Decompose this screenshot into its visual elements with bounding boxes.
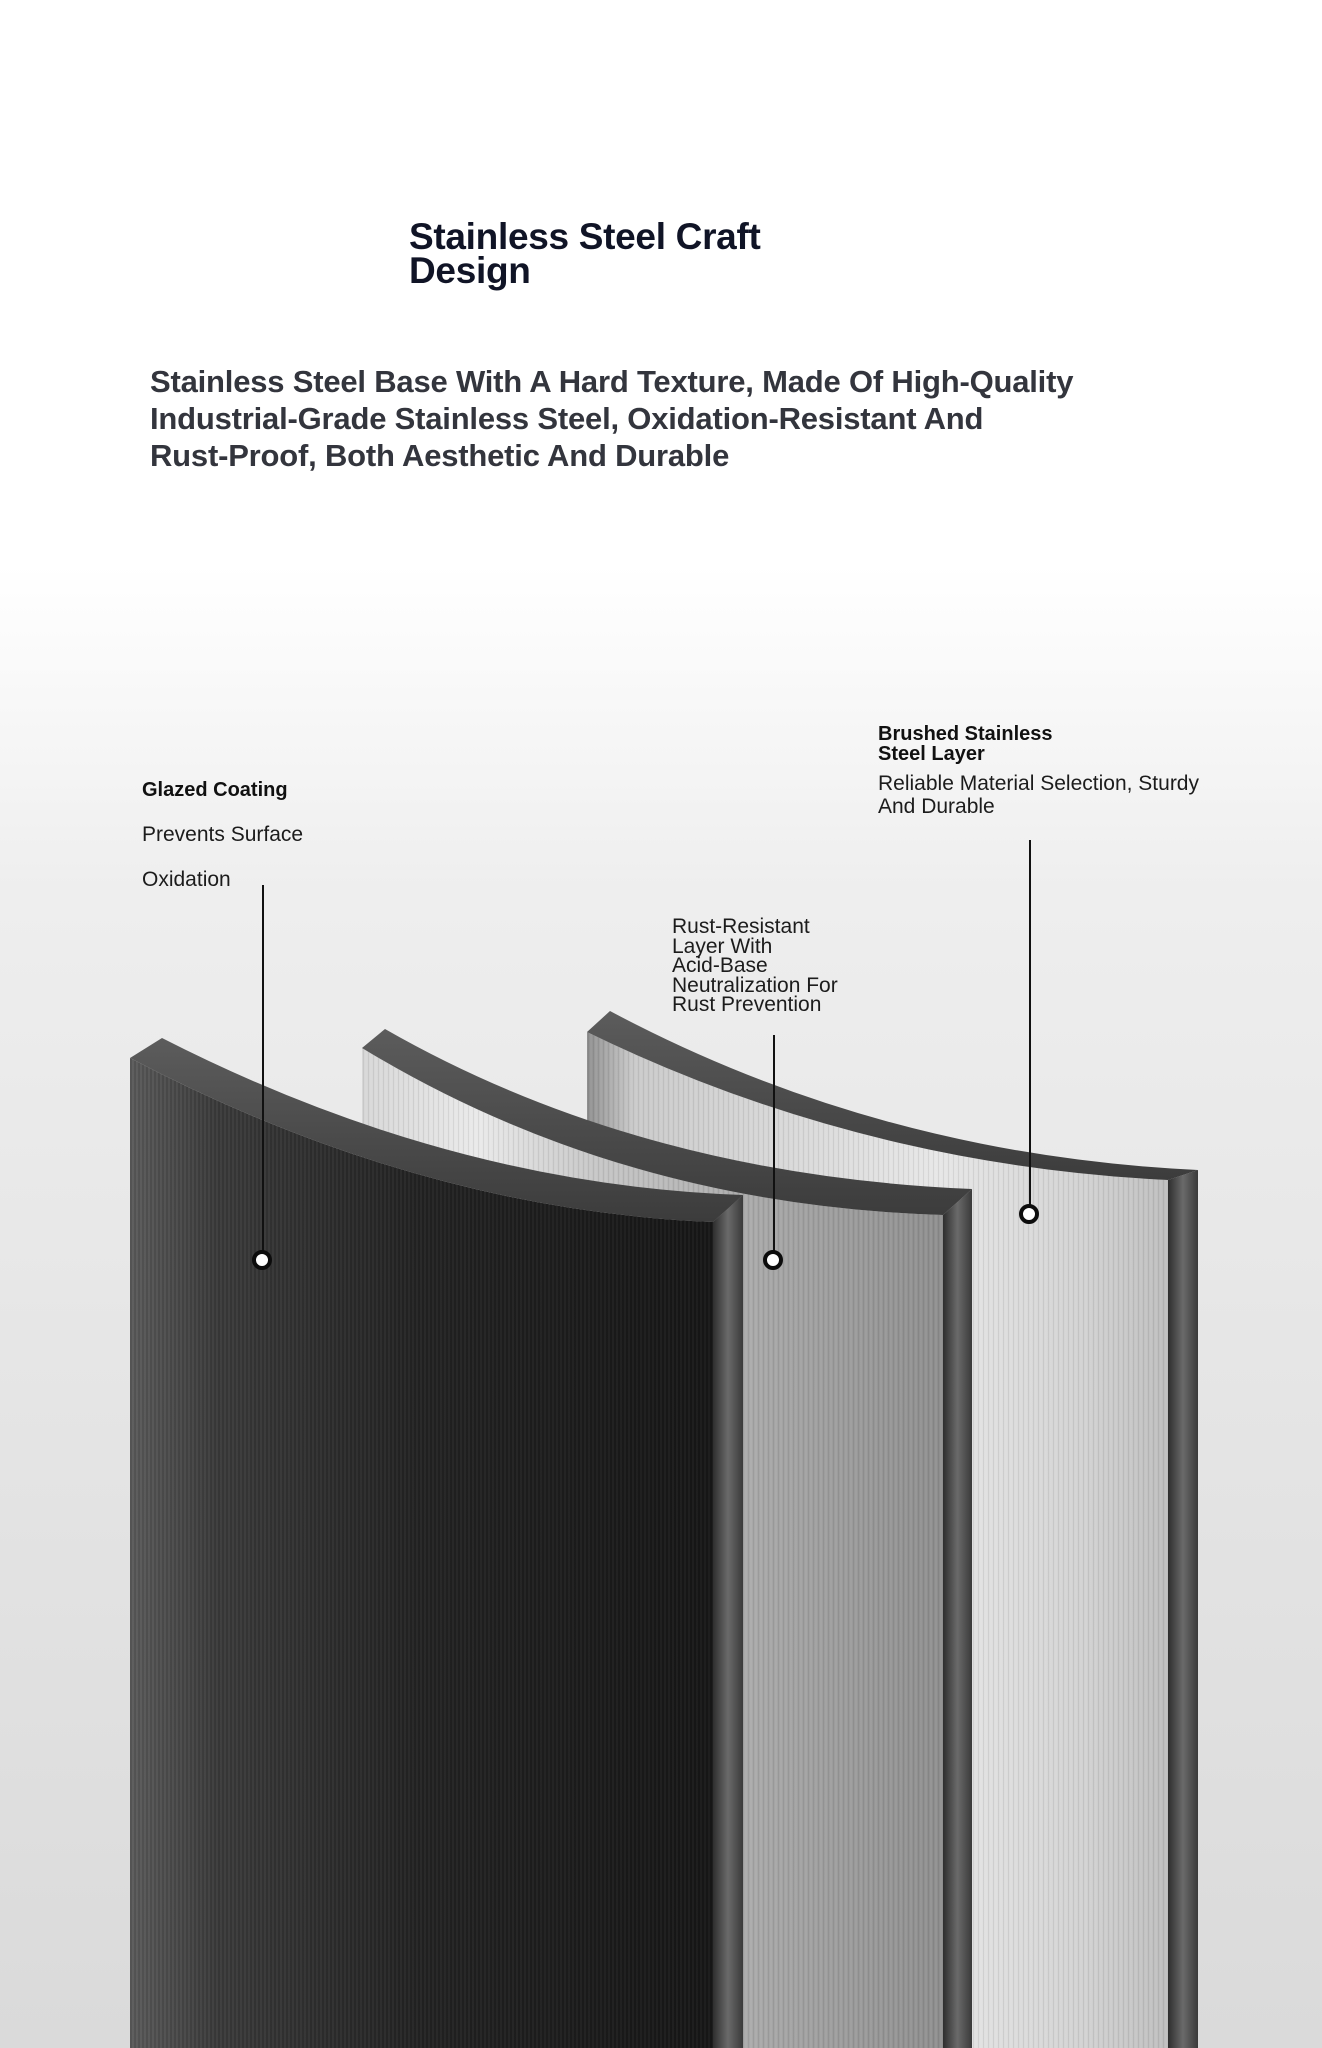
callout-brushed-leader-line [1029, 840, 1031, 1210]
subtitle-line-1: Stainless Steel Base With A Hard Texture, Made Of High-Quality [150, 364, 1074, 399]
callout-glazed-marker [252, 1250, 272, 1270]
callout-glazed-coating [142, 780, 402, 890]
page-title [409, 216, 869, 291]
callout-rust-desc-line-4: Neutralization For [672, 973, 838, 997]
callout-brushed-title-line-2: Steel Layer [878, 743, 985, 765]
callout-rust-leader-line [773, 1035, 775, 1255]
title-line-2: Design [409, 250, 531, 291]
title-line-1: Stainless Steel Craft [409, 216, 761, 257]
callout-glazed-leader-line [262, 885, 264, 1255]
callout-glazed-title: Glazed Coating [142, 779, 288, 801]
callout-brushed-desc-line-2: And Durable [878, 795, 995, 818]
callout-rust-desc-line-2: Layer With [672, 934, 773, 958]
page-subtitle [150, 363, 1170, 474]
callout-rust-marker [763, 1250, 783, 1270]
subtitle-line-2: Industrial-Grade Stainless Steel, Oxidation-Resistant And [150, 401, 984, 436]
callout-rust-resistant [672, 917, 912, 1015]
subtitle-line-3: Rust-Proof, Both Aesthetic And Durable [150, 438, 730, 473]
callout-rust-desc-line-1: Rust-Resistant [672, 915, 810, 938]
callout-rust-desc-line-5: Rust Prevention [672, 993, 822, 1016]
callout-brushed-marker [1019, 1204, 1039, 1224]
callout-rust-desc-line-3: Acid-Base [672, 954, 768, 977]
callout-brushed-title-line-1: Brushed Stainless [878, 723, 1053, 745]
callout-glazed-desc-line-1: Prevents Surface [142, 823, 304, 846]
glazed-coating-layer [130, 1038, 743, 2048]
callout-brushed-desc-line-1: Reliable Material Selection, Sturdy [878, 772, 1199, 795]
callout-brushed-steel [878, 724, 1278, 818]
callout-glazed-desc-line-2: Oxidation [142, 868, 231, 891]
